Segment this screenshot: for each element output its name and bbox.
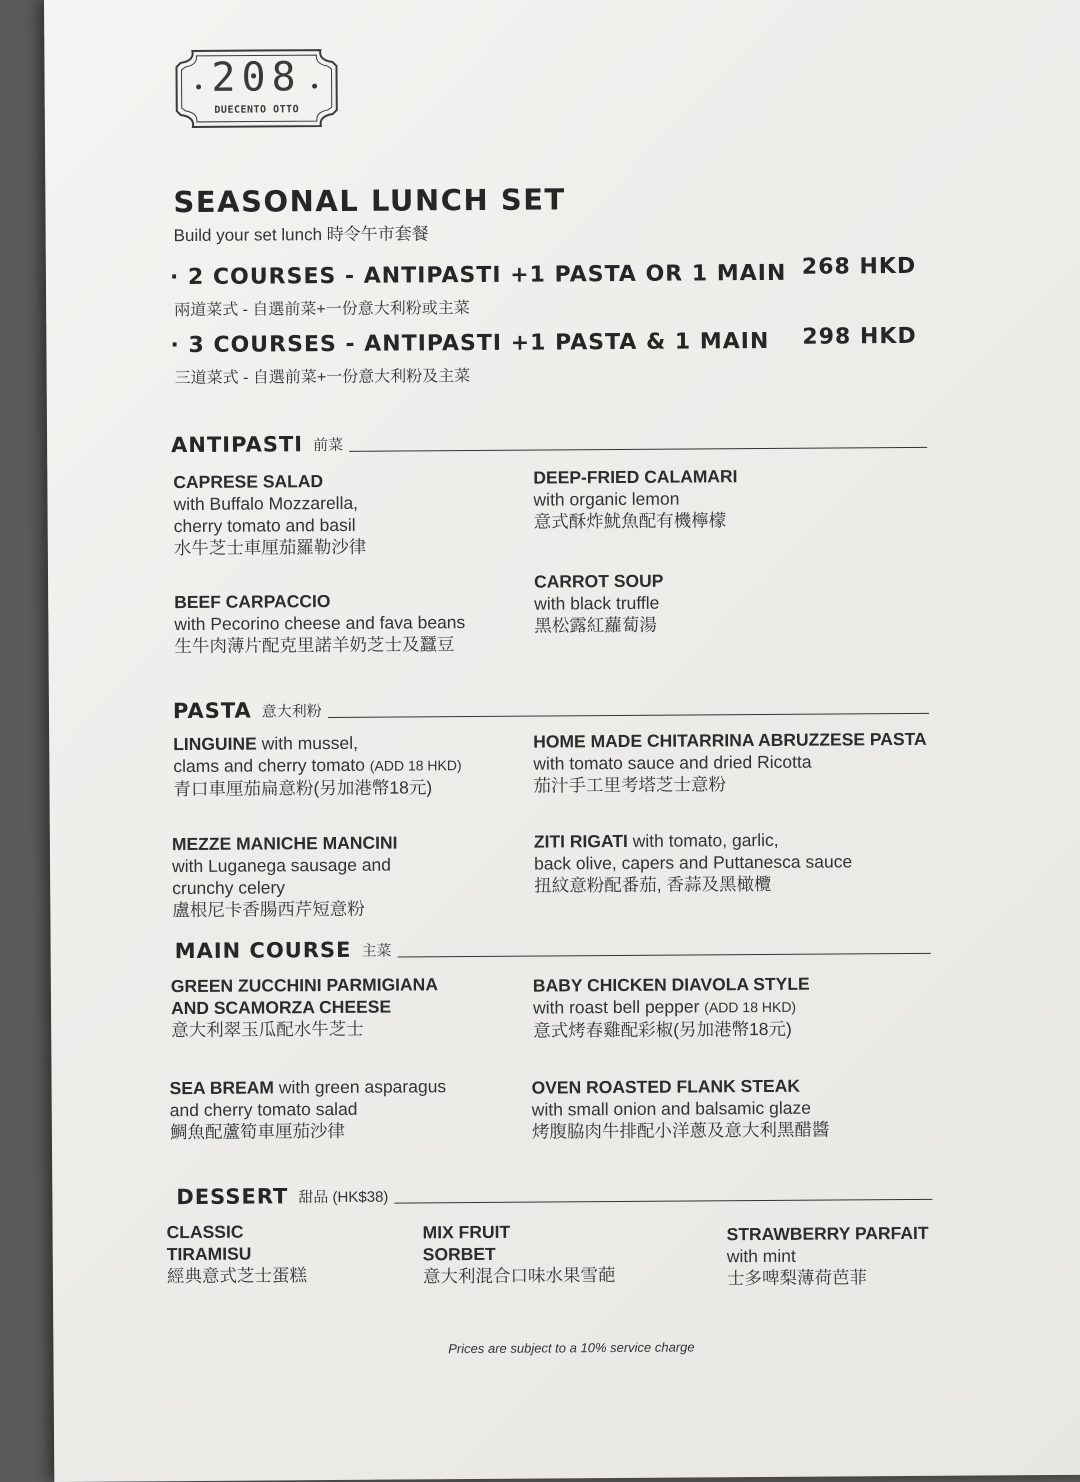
item-name: MIX FRUIT	[422, 1221, 511, 1243]
item-name: BEEF CARPACCIO	[174, 591, 331, 613]
menu-item	[173, 470, 366, 559]
item-desc: with black truffle	[534, 592, 660, 614]
service-charge-note: Prices are subject to a 10% service charge	[448, 1339, 695, 1357]
menu-item	[167, 1220, 307, 1287]
item-desc: with green asparagus	[273, 1076, 447, 1098]
item-desc: with small onion and balsamic glaze	[531, 1097, 811, 1120]
set-option-3-courses: · 3 COURSES - ANTIPASTI +1 PASTA & 1 MAIN	[170, 328, 770, 359]
section-title-cn: 意大利粉	[261, 703, 322, 721]
menu-item	[171, 973, 439, 1041]
item-name: AND SCAMORZA CHEESE	[170, 996, 392, 1019]
menu-item	[532, 1075, 830, 1143]
item-surcharge: (ADD 18 HKD)	[704, 998, 797, 1016]
menu-item	[533, 973, 810, 1042]
logo-number: 208	[211, 54, 302, 101]
item-name: OVEN ROASTED FLANK STEAK	[531, 1075, 801, 1098]
menu-page	[44, 0, 1080, 1482]
section-title: MAIN COURSE	[174, 937, 352, 964]
section-title-cn: 甜品 (HK$38)	[298, 1188, 389, 1207]
set-option-2-courses: · 2 COURSES - ANTIPASTI +1 PASTA OR 1 MAIN	[169, 260, 787, 291]
item-desc: with mussel,	[256, 732, 359, 754]
item-name: SEA BREAM	[169, 1077, 275, 1099]
menu-item	[172, 832, 398, 922]
item-desc: with tomato sauce and dried Ricotta	[533, 751, 812, 774]
set-option-2-courses-cn: 兩道菜式 - 自選前菜+一份意大利粉或主菜	[174, 300, 470, 320]
item-name: STRAWBERRY PARFAIT	[726, 1222, 929, 1245]
item-desc: with roast bell pepper	[532, 996, 705, 1018]
item-desc: with Pecorino cheese and fava beans	[174, 612, 466, 635]
item-name: DEEP-FRIED CALAMARI	[533, 466, 738, 488]
item-desc-cn: 意式酥炸魷魚配有機檸檬	[533, 510, 727, 532]
page-title: SEASONAL LUNCH SET	[173, 182, 566, 220]
page-subtitle: Build your set lunch 時令午市套餐	[173, 224, 429, 246]
section-divider	[394, 1199, 932, 1204]
section-divider	[328, 713, 929, 718]
section-dessert-header	[176, 1174, 932, 1209]
item-desc: cherry tomato and basil	[173, 514, 356, 537]
item-name: LINGUINE	[173, 733, 257, 755]
menu-item	[534, 828, 853, 896]
section-main-course-header	[175, 928, 931, 963]
item-name: TIRAMISU	[166, 1243, 252, 1265]
item-desc-cn: 意大利混合口味水果雪葩	[422, 1265, 616, 1287]
menu-item	[173, 731, 462, 800]
item-desc: with Buffalo Mozzarella,	[173, 492, 359, 515]
item-name: HOME MADE CHITARRINA ABRUZZESE PASTA	[533, 728, 927, 752]
item-desc: back olive, capers and Puttanesca sauce	[533, 851, 853, 874]
item-desc-cn: 烤腹脇肉牛排配小洋蔥及意大利黑醋醬	[531, 1119, 830, 1142]
section-divider	[349, 447, 927, 452]
menu-item	[533, 728, 927, 797]
item-surcharge: (ADD 18 HKD)	[369, 757, 462, 774]
section-title: ANTIPASTI	[171, 432, 304, 458]
item-desc-cn: 意大利翠玉瓜配水牛芝士	[171, 1018, 364, 1041]
set-price-2-courses: 268 HKD	[801, 253, 917, 280]
menu-item	[174, 589, 465, 657]
item-desc-cn: 士多啤梨薄荷芭菲	[726, 1267, 868, 1289]
section-pasta-header	[173, 688, 929, 723]
item-name: SORBET	[422, 1243, 496, 1265]
item-name: CLASSIC	[166, 1221, 244, 1243]
item-desc-cn: 茄汁手工里考塔芝士意粉	[533, 774, 727, 796]
item-name: GREEN ZUCCHINI PARMIGIANA	[170, 974, 438, 997]
section-title: DESSERT	[176, 1184, 289, 1210]
menu-item	[727, 1222, 929, 1289]
section-title-cn: 主菜	[361, 942, 392, 960]
item-desc: with mint	[726, 1245, 796, 1267]
item-name: ZITI RIGATI	[533, 830, 628, 852]
logo-name: DUECENTO OTTO	[214, 104, 300, 116]
item-desc: with Luganega sausage and	[171, 854, 392, 877]
item-desc-cn: 意式烤春雞配彩椒(另加港幣18元)	[533, 1018, 792, 1041]
item-desc-cn: 鯛魚配蘆筍車厘茄沙律	[169, 1120, 345, 1143]
menu-item	[170, 1075, 447, 1143]
item-desc-cn: 水牛芝士車厘茄羅勒沙律	[173, 536, 367, 559]
set-price-3-courses: 298 HKD	[802, 323, 917, 350]
item-desc-cn: 生牛肉薄片配克里諾羊奶芝士及蠶豆	[174, 634, 455, 657]
menu-item	[423, 1220, 616, 1287]
section-title-cn: 前菜	[313, 436, 344, 455]
item-desc: with tomato, garlic,	[627, 829, 779, 851]
set-option-3-courses-cn: 三道菜式 - 自選前菜+一份意大利粉及主菜	[174, 368, 471, 388]
item-desc: clams and cherry tomato	[173, 754, 370, 777]
item-name: MEZZE MANICHE MANCINI	[171, 832, 398, 855]
item-name: BABY CHICKEN DIAVOLA STYLE	[532, 973, 810, 996]
item-desc-cn: 扭紋意粉配番茄, 香蒜及黑橄欖	[534, 873, 772, 896]
item-desc-cn: 盧根尼卡香腸西芹短意粉	[172, 898, 365, 921]
section-title: PASTA	[172, 698, 252, 724]
item-desc: and cherry tomato salad	[169, 1098, 358, 1121]
item-desc-cn: 黑松露紅蘿蔔湯	[534, 614, 657, 636]
item-name: CAPRESE SALAD	[173, 471, 324, 493]
section-antipasti-header	[171, 422, 927, 457]
item-desc: with organic lemon	[533, 488, 680, 510]
menu-item	[534, 570, 664, 637]
restaurant-logo	[172, 46, 341, 131]
item-desc-cn: 經典意式芝士蛋糕	[166, 1265, 307, 1287]
section-divider	[398, 953, 931, 958]
item-desc: crunchy celery	[172, 877, 286, 899]
item-desc-cn: 青口車厘茄扁意粉(另加港幣18元)	[173, 777, 433, 800]
menu-item	[533, 465, 738, 532]
item-name: CARROT SOUP	[534, 570, 664, 592]
